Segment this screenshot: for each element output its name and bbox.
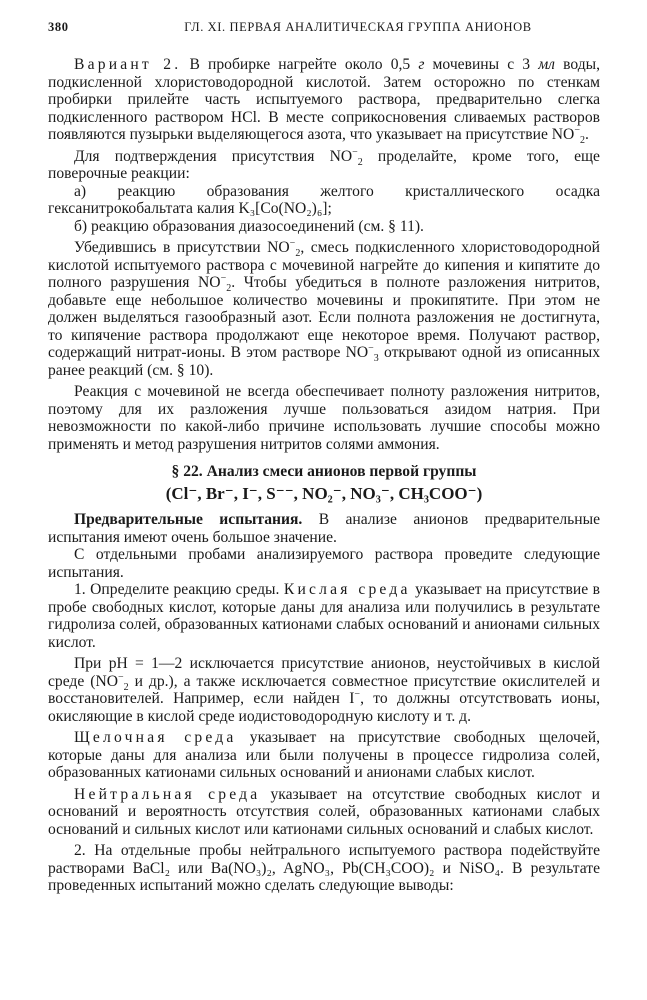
- paragraph-alkaline-medium: Щелочная среда указывает на присутствие свободных щелочей, которые даны для анализа или были получены в процессе гидролиза солей, образованных катионами сильных оснований и анионами слабых кислот.: [48, 729, 600, 781]
- paragraph-acidic-medium: 1. Определите реакцию среды. Кислая среда указывает на присутствие в пробе свободных кислот, которые даны для анализа или получились в результате гидролиза солей, образованных катионами слабых оснований и анионами сильных кислот.: [48, 581, 600, 651]
- chapter-title: ГЛ. XI. ПЕРВАЯ АНАЛИТИЧЕСКАЯ ГРУППА АНИОНОВ: [184, 20, 532, 34]
- paragraph-variant-2: Вариант 2. В пробирке нагрейте около 0,5 г мочевины с 3 мл воды, подкисленной хлористоводородной кислотой. Затем осторожно по стенкам пробирки прилейте часть испытуемого раствора, предварительно слегка подкисленного раствором HCl. В месте соприкосновения сливаемых растворов появляются пузырьки выделяющегося азота, что указывает на присутствие $NO^-_2$.: [48, 56, 601, 147]
- page-body: [48, 56, 600, 895]
- section-ions: (Cl⁻, Br⁻, I⁻, S⁻⁻, NO₂⁻, NO₃⁻, CH₃COO⁻): [165, 484, 483, 503]
- paragraph-reaction-a: а) реакцию образования желтого кристаллического осадка гексанитрокобальтата калия K₃[Co(NO₂)₆];: [48, 182, 600, 217]
- paragraph-neutral-medium: Нейтральная среда указывает на отсутствие свободных кислот и оснований и вероятность отсутствия солей, образованных катионами слабых оснований и сильных кислот или катионами сильных оснований и слабых кислот.: [48, 785, 600, 838]
- running-header: [48, 20, 608, 35]
- paragraph-confirmation: Для подтверждения присутствия $NO^-_2$ проделайте, кроме того, еще поверочные реакции:: [48, 146, 600, 182]
- paragraph-ph: При pH = 1—2 исключается присутствие анионов, неустойчивых в кислой среде ($NO^-_2$ и др.), а также исключается совместное присутствие окислителей и восстановителей. Например, если найден I−, то должны отсутствовать ионы, окисляющие в кислой среде иодистоводородную кислоту и т. д.: [48, 655, 600, 725]
- paragraph-urea-destruction: Убедившись в присутствии $NO^-_2$, смесь подкисленного хлористоводородной кислотой испытуемого раствора с мочевиной нагрейте до кипения и кипятите до полного разрушения $NO^-_2$. Чтобы убедиться в полноте разложения нитритов, добавьте еще небольшое количество мочевины и прокипятите. При этом не должен выделяться газообразный азот. Если полнота разложения не достигнута, то кипячение раствора продолжают еще некоторое время. Получают раствор, содержащий нитрат-ионы. В этом растворе $NO^-_3$ открывают одной из описанных ранее реакций (см. § 10).: [48, 237, 600, 379]
- paragraph-reaction-b: б) реакцию образования диазосоединений (см. § 11).: [74, 217, 424, 235]
- paragraph-preliminary-tests: Предварительные испытания. В анализе анионов предварительные испытания имеют очень большое значение.: [48, 511, 601, 546]
- paragraph-reagents: 2. На отдельные пробы нейтрального испытуемого раствора подействуйте растворами BaCl₂ или Ba(NO₃)₂, AgNO₃, Pb(CH₃COO)₂ и NiSO₄. В результате проведенных испытаний можно сделать следующие выводы:: [48, 842, 600, 894]
- page-number: 380: [48, 20, 69, 34]
- paragraph-separate-samples: С отдельными пробами анализируемого раствора проведите следующие испытания.: [48, 546, 600, 581]
- paragraph-sodium-azide: Реакция с мочевиной не всегда обеспечивает полноту разложения нитритов, поэтому для их разложения лучше пользоваться азидом натрия. При невозможности по какой-либо причине использовать лучшие способы можно применять и метод разрушения нитритов солями аммония.: [48, 383, 600, 453]
- section-title: § 22. Анализ смеси анионов первой группы: [171, 463, 477, 480]
